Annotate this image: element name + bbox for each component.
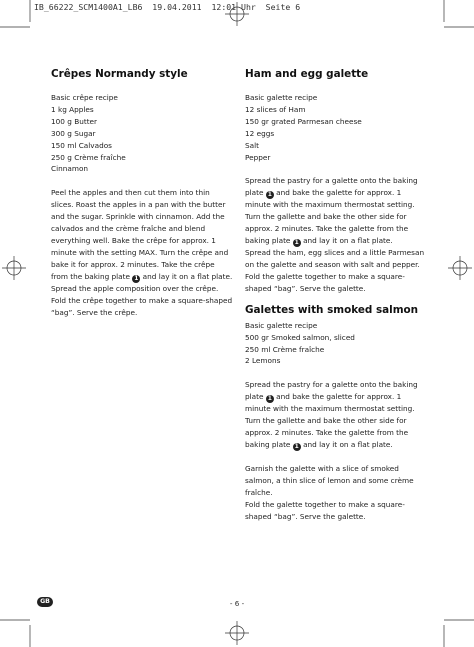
ingredient-item: Basic galette recipe (245, 320, 318, 330)
ingredient-item: 12 eggs (245, 128, 275, 138)
ingredient-item: Basic galette recipe (245, 93, 318, 102)
ingredient-item: Pepper (245, 152, 271, 162)
ingredient-item: 500 gr Smoked salmon, sliced (245, 332, 355, 342)
recipe-title-ham-egg: Ham and egg galette (245, 68, 369, 80)
page-number: - 6 - (229, 599, 245, 608)
method-sentence: Fold the galette together to make a square-shaped “bag”. Serve the galette. (245, 499, 405, 521)
part-number-badge: 1 (267, 191, 272, 199)
ingredient-item: 12 slices of Ham (245, 104, 306, 114)
ingredient-item: 300 g Sugar (51, 128, 96, 138)
ingredient-item: 150 gr grated Parmesan cheese (245, 116, 362, 126)
method-sentence: and bake the galette for approx. 1 minute with the maximum thermostat setting. Turn the gallette and bake the other side for approx. 2 minutes. Take the galette from the baking plate (245, 392, 415, 449)
recipe-title-crepes: Crêpes Normandy style (51, 68, 188, 80)
method-sentence: Spread the ham, egg slices and a little Parmesan on the galette and season with salt and pepper. (245, 248, 425, 269)
method-text (245, 175, 427, 294)
ingredient-item: Cinnamon (51, 164, 89, 174)
left-column (51, 68, 233, 318)
ingredient-item: 150 ml Calvados (51, 140, 112, 150)
method-sentence: and bake the galette for approx. 1 minute with the maximum thermostat setting. Turn the gallette and bake the other side for approx. 2 minutes. Take the galette from the baking plate (245, 188, 415, 246)
crop-mark-left (2, 256, 26, 280)
ingredient-item: Salt (245, 140, 259, 150)
crop-mark-bottom (225, 621, 249, 645)
ingredient-item: Basic crêpe recipe (51, 93, 118, 102)
ingredient-list (51, 92, 233, 175)
ingredient-list (245, 320, 427, 368)
part-number-badge: 1 (294, 442, 299, 450)
method-sentence: Garnish the galette with a slice of smoked salmon, a thin slice of lemon and some crème fraîche. (245, 463, 414, 497)
crop-mark-right (448, 256, 472, 280)
ingredient-item: 100 g Butter (51, 116, 98, 126)
ingredient-item: 250 ml Crème fraîche (245, 344, 325, 354)
crop-mark-top (225, 2, 249, 26)
method-sentence: and lay it on a flat plate. (303, 439, 393, 449)
ingredient-list (245, 92, 427, 163)
right-column (245, 68, 427, 522)
recipe-title-salmon: Galettes with smoked salmon (245, 303, 419, 316)
language-badge: GB (37, 597, 53, 607)
print-slug: IB_66222_SCM1400A1_LB6 19.04.2011 12:01 Uhr Seite 6 (34, 2, 301, 12)
part-number-badge: 1 (267, 395, 272, 403)
ingredient-item: 1 kg Apples (51, 104, 94, 114)
method-text (51, 187, 233, 318)
method-text (245, 379, 427, 522)
method-sentence: and lay it on a flat plate. (303, 236, 393, 246)
method-sentence: Spread the pastry for a galette onto the baking plate (245, 176, 418, 198)
method-sentence: Peel the apples and then cut them into thin slices. Roast the apples in a pan with the butter and the sugar. Sprinkle with cinnamon. Add the calvados and the crème fraîche and blend everything well. Bake the crêpe for approx. 1 minute with the setting MAX. Turn the crêpe and bake it for approx. 2 minutes. Take the crêpe from the baking plate (51, 188, 229, 281)
ingredient-item: 250 g Crème fraîche (51, 152, 126, 162)
part-number-badge: 1 (294, 239, 299, 247)
method-sentence: Spread the pastry for a galette onto the baking plate (245, 380, 418, 402)
ingredient-item: 2 Lemons (245, 356, 281, 366)
method-sentence: Fold the crêpe together to make a square-shaped “bag”. Serve the crêpe. (51, 295, 233, 317)
method-sentence: Fold the galette together to make a square-shaped “bag”. Serve the galette. (245, 271, 405, 293)
part-number-badge: 1 (134, 274, 139, 282)
method-sentence: and lay it on a flat plate. Spread the apple composition over the crêpe. (51, 271, 233, 293)
